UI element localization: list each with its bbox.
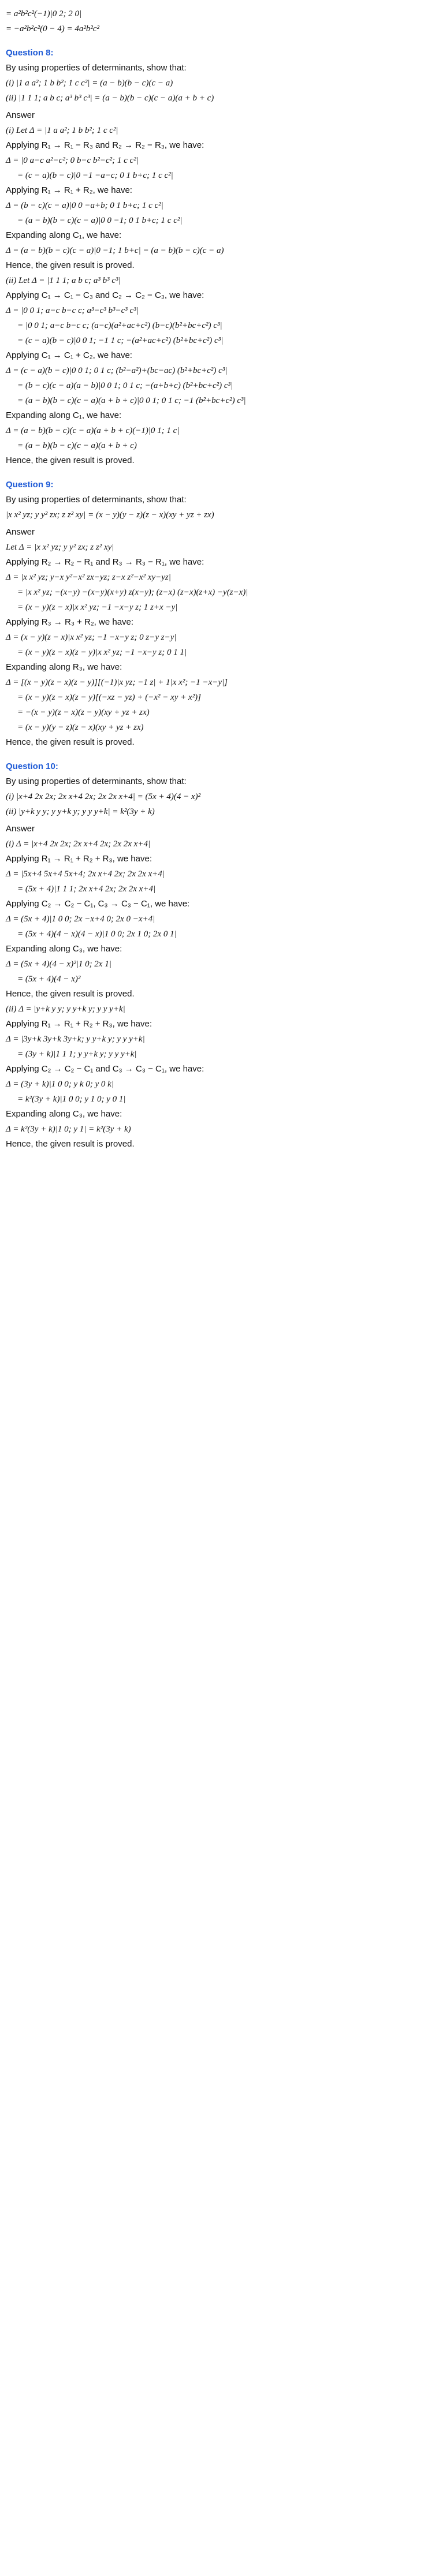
step: (i) Δ = |x+4 2x 2x; 2x x+4 2x; 2x 2x x+4| xyxy=(6,839,151,849)
question-part: (ii) |y+k y y; y y+k y; y y y+k| = k²(3y + k) xyxy=(6,807,155,816)
step: = (5x + 4)(4 − x)² xyxy=(17,975,81,984)
step: Δ = (b − c)(c − a)|0 0 −a+b; 0 1 b+c; 1 c c²| xyxy=(6,201,163,210)
question-heading: Question 9: xyxy=(6,480,54,490)
step: Applying R₃ → R₃ + R₂, we have: xyxy=(6,617,134,627)
step: (i) Let Δ = |1 a a²; 1 b b²; 1 c c²| xyxy=(6,126,118,135)
equation-line: = −a²b²c²(0 − 4) = 4a²b²c² xyxy=(6,24,100,33)
step: Δ = (a − b)(b − c)(c − a)(a + b + c)(−1)|0 1; 1 c| xyxy=(6,426,180,435)
step: = (a − b)(b − c)(c − a)(a + b + c)|0 0 1; 0 1 c; −1 (b²+bc+c²) c³| xyxy=(17,396,246,405)
step: Δ = (5x + 4)(4 − x)²|1 0; 2x 1| xyxy=(6,960,111,969)
step: = (x − y)(y − z)(z − x)(xy + yz + zx) xyxy=(17,723,144,732)
step: = (x − y)(z − x)|x x² yz; −1 −x−y z; 1 z+x −y| xyxy=(17,603,178,612)
question-prompt: By using properties of determinants, show that: xyxy=(6,495,187,505)
step: = −(x − y)(z − x)(z − y)(xy + yz + zx) xyxy=(17,708,150,717)
step: Δ = |x x² yz; y−x y²−x² zx−yz; z−x z²−x² xy−yz| xyxy=(6,573,171,582)
step: Hence, the given result is proved. xyxy=(6,989,135,999)
step: Expanding along R₃, we have: xyxy=(6,662,122,672)
step: Applying C₂ → C₂ − C₁ and C₃ → C₃ − C₁, we have: xyxy=(6,1064,204,1074)
answer-label: Answer xyxy=(6,110,35,120)
step: Applying C₁ → C₁ − C₃ and C₂ → C₂ − C₃, we have: xyxy=(6,290,204,300)
step: = (x − y)(z − x)(z − y)|x x² yz; −1 −x−y z; 0 1 1| xyxy=(17,648,187,657)
step: = (c − a)(b − c)|0 −1 −a−c; 0 1 b+c; 1 c c²| xyxy=(17,171,173,180)
step: = k²(3y + k)|1 0 0; y 1 0; y 0 1| xyxy=(17,1095,126,1104)
step: = (a − b)(b − c)(c − a)|0 0 −1; 0 1 b+c; 1 c c²| xyxy=(17,216,183,225)
step: Δ = (a − b)(b − c)(c − a)|0 −1; 1 b+c| = (a − b)(b − c)(c − a) xyxy=(6,246,224,255)
step: = (x − y)(z − x)(z − y)[(−xz − yz) + (−x² − xy + x²)] xyxy=(17,693,202,702)
step: Δ = (5x + 4)|1 0 0; 2x −x+4 0; 2x 0 −x+4| xyxy=(6,914,155,924)
step: Δ = (x − y)(z − x)|x x² yz; −1 −x−y z; 0 z−y z−y| xyxy=(6,633,177,642)
question-prompt: By using properties of determinants, show that: xyxy=(6,776,187,786)
step: Expanding along C₁, we have: xyxy=(6,230,122,240)
question-heading: Question 10: xyxy=(6,761,58,771)
question-statement: |x x² yz; y y² zx; z z² xy| = (x − y)(y − z)(z − x)(xy + yz + zx) xyxy=(6,510,214,520)
step: Applying R₂ → R₂ − R₁ and R₃ → R₃ − R₁, we have: xyxy=(6,557,204,567)
step: Applying R₁ → R₁ + R₂, we have: xyxy=(6,185,132,195)
question-heading: Question 8: xyxy=(6,48,54,58)
step: Expanding along C₁, we have: xyxy=(6,410,122,420)
step: Hence, the given result is proved. xyxy=(6,737,135,747)
step: Δ = k²(3y + k)|1 0; y 1| = k²(3y + k) xyxy=(6,1125,131,1134)
step: Applying C₁ → C₁ + C₂, we have: xyxy=(6,350,132,360)
step: (ii) Δ = |y+k y y; y y+k y; y y y+k| xyxy=(6,1005,125,1014)
question-part: (i) |x+4 2x 2x; 2x x+4 2x; 2x 2x x+4| = (5x + 4)(4 − x)² xyxy=(6,792,201,801)
step: = (a − b)(b − c)(c − a)(a + b + c) xyxy=(17,441,137,450)
step: Δ = |0 a−c a²−c²; 0 b−c b²−c²; 1 c c²| xyxy=(6,156,139,165)
step: Applying R₁ → R₁ − R₃ and R₂ → R₂ − R₃, we have: xyxy=(6,140,204,150)
step: = (5x + 4)(4 − x)(4 − x)|1 0 0; 2x 1 0; 2x 0 1| xyxy=(17,929,177,939)
step: Applying R₁ → R₁ + R₂ + R₃, we have: xyxy=(6,854,152,864)
step: Δ = |5x+4 5x+4 5x+4; 2x x+4 2x; 2x 2x x+4| xyxy=(6,869,165,879)
answer-label: Answer xyxy=(6,527,35,537)
step: Expanding along C₃, we have: xyxy=(6,944,122,954)
step: = (3y + k)|1 1 1; y y+k y; y y y+k| xyxy=(17,1050,137,1059)
step: = |0 0 1; a−c b−c c; (a−c)(a²+ac+c²) (b−c)(b²+bc+c²) c³| xyxy=(17,321,222,330)
answer-label: Answer xyxy=(6,824,35,834)
question-part: (i) |1 a a²; 1 b b²; 1 c c²| = (a − b)(b − c)(c − a) xyxy=(6,79,173,88)
step: = (c − a)(b − c)|0 0 1; −1 1 c; −(a²+ac+c²) (b²+bc+c²) c³| xyxy=(17,336,224,345)
step: = |x x² yz; −(x−y) −(x−y)(x+y) z(x−y); (z−x) (z−x)(z+x) −y(z−x)| xyxy=(17,588,248,597)
step: Hence, the given result is proved. xyxy=(6,1139,135,1149)
step: Expanding along C₃, we have: xyxy=(6,1109,122,1119)
step: Applying C₂ → C₂ − C₁, C₃ → C₃ − C₁, we have: xyxy=(6,899,190,909)
step: Hence, the given result is proved. xyxy=(6,456,135,465)
step: Δ = [(x − y)(z − x)(z − y)][(−1)|x yz; −1 z| + 1|x x²; −1 −x−y|] xyxy=(6,678,228,687)
step: = (5x + 4)|1 1 1; 2x x+4 2x; 2x 2x x+4| xyxy=(17,884,156,894)
document-page xyxy=(0,0,427,1158)
step: = (b − c)(c − a)(a − b)|0 0 1; 0 1 c; −(a+b+c) (b²+bc+c²) c³| xyxy=(17,381,233,390)
step: Let Δ = |x x² yz; y y² zx; z z² xy| xyxy=(6,543,114,552)
question-part: (ii) |1 1 1; a b c; a³ b³ c³| = (a − b)(b − c)(c − a)(a + b + c) xyxy=(6,94,214,103)
step: Hence, the given result is proved. xyxy=(6,260,135,270)
step: (ii) Let Δ = |1 1 1; a b c; a³ b³ c³| xyxy=(6,276,121,285)
step: Δ = |3y+k 3y+k 3y+k; y y+k y; y y y+k| xyxy=(6,1035,145,1044)
question-prompt: By using properties of determinants, show that: xyxy=(6,63,187,73)
step: Δ = (3y + k)|1 0 0; y k 0; y 0 k| xyxy=(6,1080,114,1089)
step: Δ = |0 0 1; a−c b−c c; a³−c³ b³−c³ c³| xyxy=(6,306,139,315)
step: Applying R₁ → R₁ + R₂ + R₃, we have: xyxy=(6,1019,152,1029)
equation-line: = a²b²c²(−1)|0 2; 2 0| xyxy=(6,9,82,18)
step: Δ = (c − a)(b − c)|0 0 1; 0 1 c; (b²−a²)+(bc−ac) (b²+bc+c²) c³| xyxy=(6,366,228,375)
